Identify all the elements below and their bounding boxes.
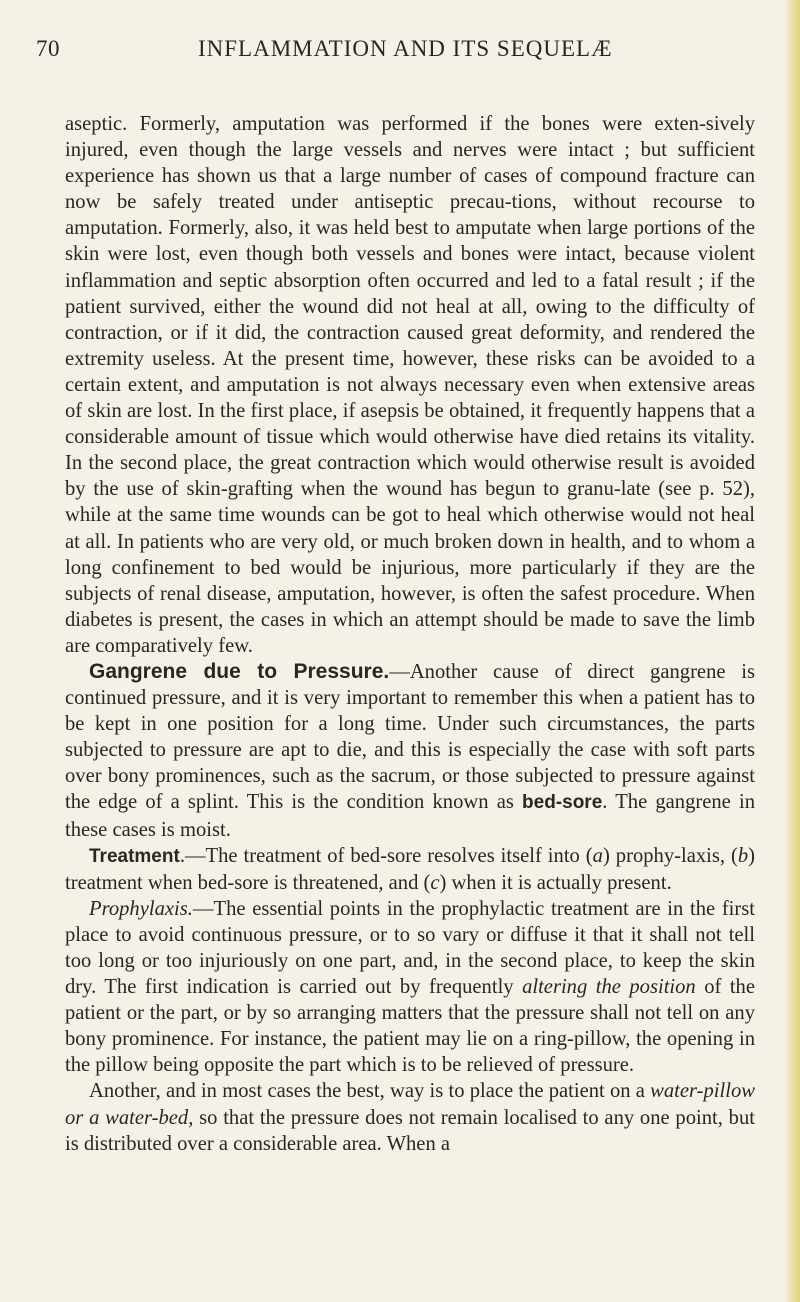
treatment-text-4: ) when it is actually present. [439,871,672,894]
prophylaxis-text-1: —The essential points in the prophylactic treatment are in the first place to avoid continuous pressure, or to so vary or diffuse it that it shall not tell too long or too injuriously on one part, and, in the second place, to keep the skin dry. The first indication is carried out by frequently [65,897,755,999]
treatment-text-1: .—The treatment of bed-sore resolves itself into ( [179,844,593,867]
item-b: b [737,844,749,867]
another-text-2: so that the pressure does not remain localised to any one point, but is distributed over a considerable area. When a [65,1106,755,1155]
another-text-1: Another, and in most cases the best, way is to place the patient on a [89,1080,651,1103]
paragraph-treatment [65,843,755,896]
item-c: c [430,871,440,894]
paragraph-prophylaxis [65,896,755,1079]
item-a: a [592,844,603,867]
paragraph-water-bed [65,1078,755,1156]
emphasis-water-bed: water-pillow or a water-bed, [65,1080,755,1129]
treatment-text-3: ) treatment when bed-sore is threatened, and ( [65,844,756,894]
page-number: 70 [36,36,60,61]
treatment-text-2: ) prophy-laxis, ( [602,844,738,867]
running-title: INFLAMMATION AND ITS SEQUELÆ [198,36,613,61]
gangrene-text-1: —Another cause of direct gangrene is continued pressure, and it is very important to remember this when a patient has to be kept in one position for a long time. Under such circumstances, the parts subjected to pressure are apt to die, and this is especially the case with soft parts over bony prominences, such as the sacrum, or those subjected to pressure against the edge of a splint. This is the condition known as [65,660,755,814]
page-body [65,111,755,1157]
page-edge [786,0,800,1302]
term-bed-sore: bed-sore [522,792,603,814]
paragraph-gangrene-pressure [65,659,755,843]
section-heading-gangrene: Gangrene due to Pressure. [89,659,390,683]
emphasis-altering-position: altering the position [522,976,696,999]
subheading-prophylaxis: Prophylaxis. [89,897,193,920]
running-header [36,36,756,72]
paragraph-amputation: aseptic. Formerly, amputation was performed if the bones were exten-sively injured, even though the large vessels and nerves were intact ; but sufficient experience has shown us that a large number of cases of compound fracture can now be safely treated under antiseptic precau-tions, without recourse to amputation. Formerly, also, it was held best to amputate when large portions of the skin were lost, even though both vessels and bones were intact, because violent inflammation and septic absorption often occurred and led to a fatal result ; if the patient survived, either the wound did not heal at all, owing to the difficulty of contraction, or if it did, the contraction caused great deformity, and rendered the extremity useless. At the present time, however, these risks can be avoided to a certain extent, and amputation is not always necessary even when extensive areas of skin are lost. In the first place, if asepsis be obtained, it frequently happens that a considerable amount of tissue which would otherwise have died retains its vitality. In the second place, the great contraction which would otherwise result is avoided by the use of skin-grafting when the wound has begun to granu-late (see p. 52), while at the same time wounds can be got to heal which otherwise would not heal at all. In patients who are very old, or much broken down in health, and to whom a long confinement to bed would be injurious, more particularly if they are the subjects of renal disease, amputation, however, is often the safest procedure. When diabetes is present, the cases in which an attempt should be made to save the limb are comparatively few. [65,113,755,657]
section-heading-treatment: Treatment [89,845,180,867]
prophylaxis-text-2: of the patient or the part, or by so arranging matters that the pressure shall not tell on any bony prominence. For instance, the patient may lie on a ring-pillow, the opening in the pillow being opposite the part which is to be relieved of pressure. [65,976,755,1077]
gangrene-text-2: . The gangrene in these cases is moist. [65,791,755,841]
